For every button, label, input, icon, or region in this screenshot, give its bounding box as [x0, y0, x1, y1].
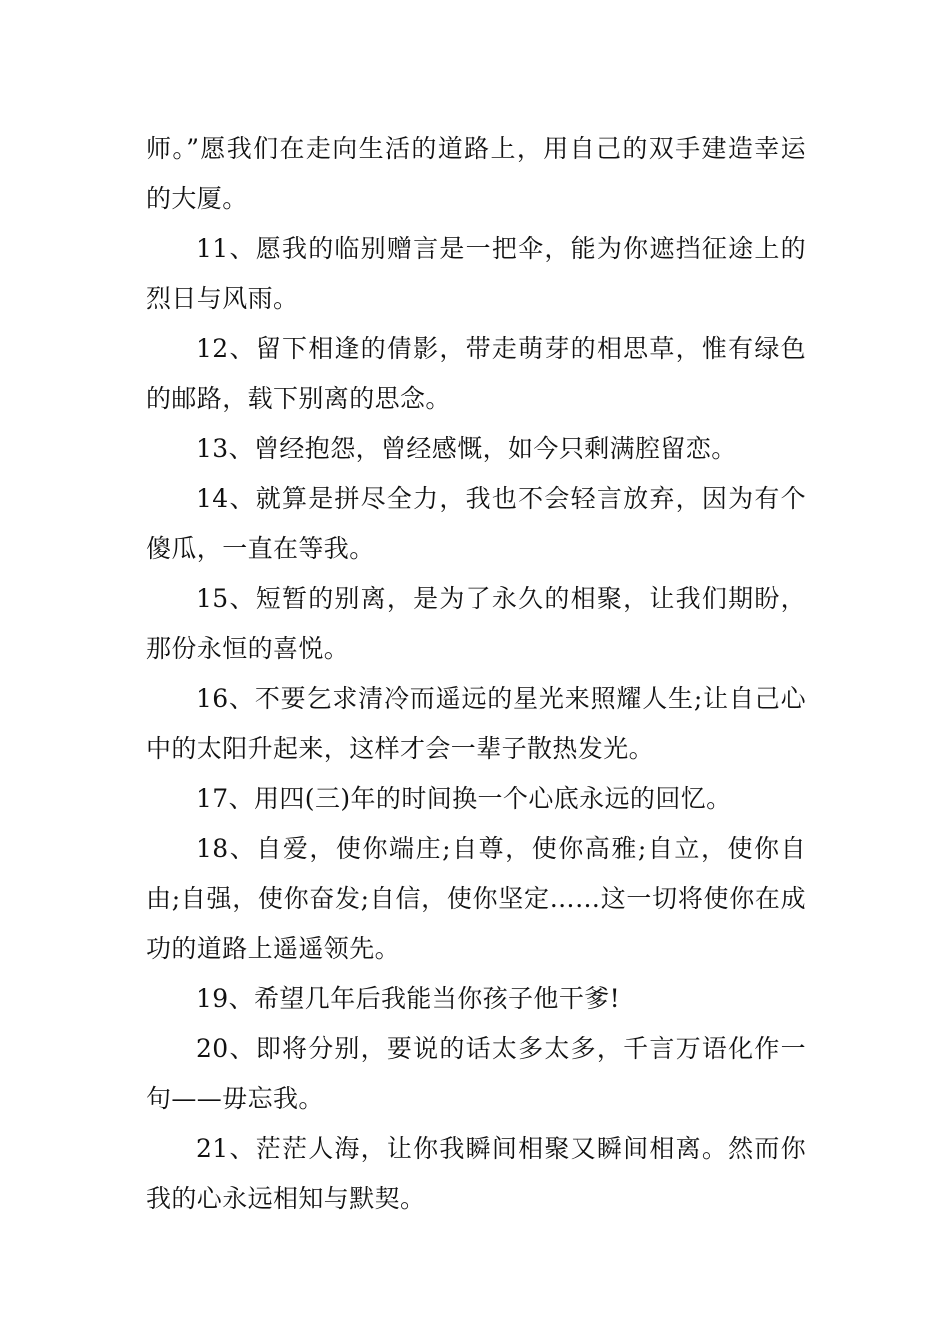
paragraph-17: 17、用四(三)年的时间换一个心底永远的回忆。 — [196, 784, 732, 813]
paragraph-15: 15、短暂的别离，是为了永久的相聚，让我们期盼，那份永恒的喜悦。 — [146, 584, 806, 663]
paragraph-13: 13、曾经抱怨，曾经感慨，如今只剩满腔留恋。 — [196, 434, 737, 463]
paragraph-11: 11、愿我的临别赠言是一把伞，能为你遮挡征途上的烈日与风雨。 — [146, 234, 806, 313]
paragraph-16: 16、不要乞求清冷而遥远的星光来照耀人生;让自己心中的太阳升起来，这样才会一辈子散热发光。 — [146, 684, 806, 763]
paragraph-continuation: 师。”愿我们在走向生活的道路上，用自己的双手建造幸运的大厦。 — [146, 134, 806, 213]
paragraph-14: 14、就算是拼尽全力，我也不会轻言放弃，因为有个傻瓜，一直在等我。 — [146, 484, 806, 563]
paragraph-19: 19、希望几年后我能当你孩子他干爹! — [196, 984, 621, 1013]
paragraph-20: 20、即将分别，要说的话太多太多，千言万语化作一句——毋忘我。 — [146, 1034, 806, 1113]
document-page — [146, 124, 806, 1224]
paragraph-21: 21、茫茫人海，让你我瞬间相聚又瞬间相离。然而你我的心永远相知与默契。 — [146, 1134, 806, 1213]
paragraph-12: 12、留下相逢的倩影，带走萌芽的相思草，惟有绿色的邮路，载下别离的思念。 — [146, 334, 806, 413]
paragraph-18: 18、自爱，使你端庄;自尊，使你高雅;自立，使你自由;自强，使你奋发;自信，使你坚定……这一切将使你在成功的道路上遥遥领先。 — [146, 834, 806, 963]
